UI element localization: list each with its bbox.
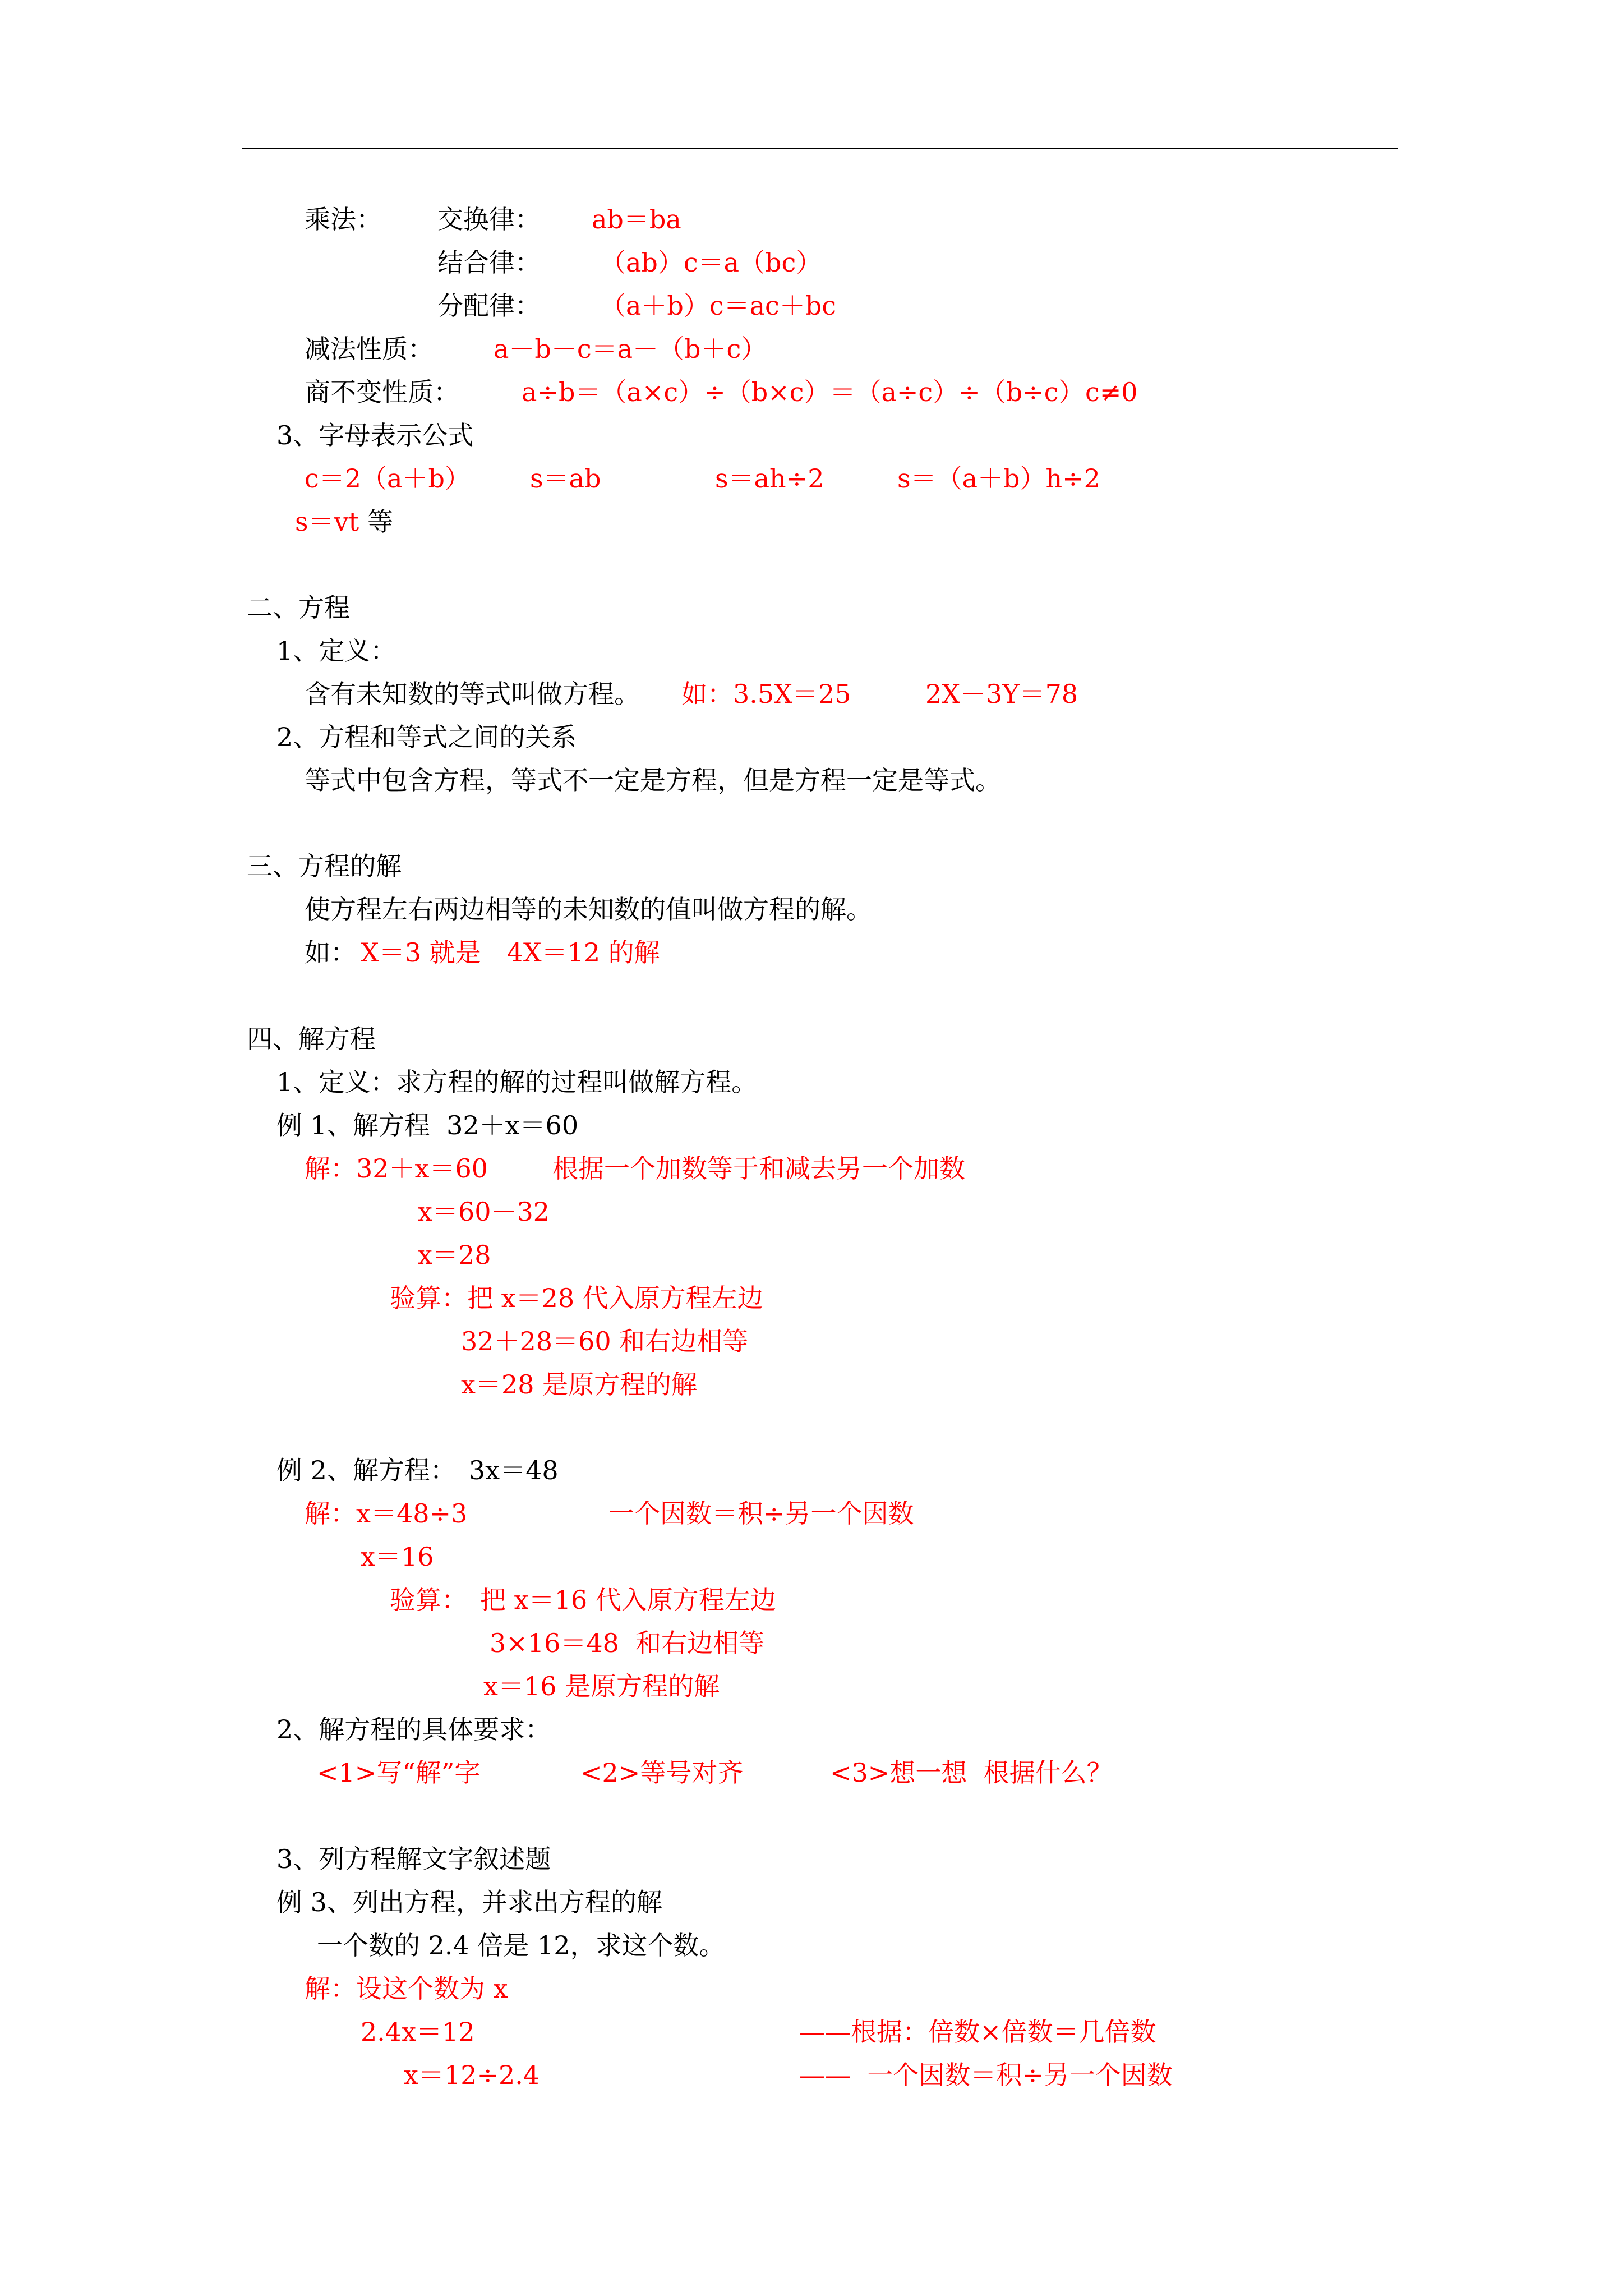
- requirement-2: <2>等号对齐: [580, 1757, 744, 1788]
- definition-text: 含有未知数的等式叫做方程。: [305, 679, 640, 709]
- distributive-label: 分配律：: [437, 291, 541, 321]
- associative-law: （ab）c＝a（bc）: [600, 247, 822, 278]
- formula-perimeter: c＝2（a＋b）: [305, 463, 471, 494]
- associative-label: 结合律：: [437, 247, 541, 278]
- quotient-property: a÷b＝（a×c）÷（b×c）＝（a÷c）÷（b÷c）: [522, 377, 1085, 407]
- example-2-title: 例 2、解方程： 3x＝48: [276, 1455, 559, 1485]
- section-solution-heading: 三、方程的解: [247, 851, 402, 881]
- requirement-1: <1>写“解”字: [317, 1757, 481, 1788]
- definition-example-2: 2X－3Y＝78: [925, 679, 1078, 709]
- quotient-condition: c≠0: [1085, 377, 1138, 407]
- example-1-check-2: 32＋28＝60 和右边相等: [461, 1326, 749, 1356]
- subtraction-property: a－b－c＝a－（b＋c）: [494, 334, 767, 364]
- example-3-title: 例 3、列出方程，并求出方程的解: [276, 1887, 662, 1917]
- subtraction-label: 减法性质：: [305, 334, 434, 364]
- commutative-label: 交换律：: [437, 204, 541, 234]
- example-1-step-2: x＝60－32: [418, 1197, 550, 1227]
- formula-triangle-area: s＝ah÷2: [715, 463, 824, 494]
- commutative-law: ab＝ba: [592, 204, 681, 234]
- example-1-step-1: 解：32＋x＝60: [305, 1153, 488, 1184]
- formula-rect-area: s＝ab: [530, 463, 601, 494]
- example-1-title: 例 1、解方程 32＋x＝60: [276, 1110, 579, 1140]
- example-3-step-3-note: —— 一个因数＝积÷另一个因数: [799, 2060, 1173, 2090]
- example-2-check-2: 3×16＝48 和右边相等: [490, 1628, 765, 1658]
- formula-distance: s＝vt: [295, 507, 359, 537]
- formulas-heading: 3、字母表示公式: [276, 420, 474, 450]
- example-3-problem: 一个数的 2.4 倍是 12，求这个数。: [317, 1930, 725, 1961]
- formula-trapezoid-area: s＝（a＋b）h÷2: [897, 463, 1100, 494]
- example-2-check-3: x＝16 是原方程的解: [483, 1671, 720, 1701]
- solution-example: X＝3 就是 4X＝12 的解: [361, 937, 660, 968]
- header-rule: [242, 148, 1398, 149]
- example-3-step-2-note: ——根据：倍数×倍数＝几倍数: [799, 2017, 1156, 2047]
- word-problem-heading: 3、列方程解文字叙述题: [276, 1844, 551, 1874]
- example-2-step-1: 解：x＝48÷3: [305, 1498, 468, 1529]
- example-3-step-1: 解：设这个数为 x: [305, 1973, 508, 2004]
- example-1-check-1: 验算：把 x＝28 代入原方程左边: [390, 1283, 763, 1313]
- solution-example-prefix: 如：: [305, 937, 356, 968]
- quotient-label: 商不变性质：: [305, 377, 459, 407]
- example-3-step-3: x＝12÷2.4: [404, 2060, 540, 2090]
- definition-example: 如：3.5X＝25: [681, 679, 851, 709]
- example-2-step-2: x＝16: [361, 1542, 434, 1572]
- formula-etc: 等: [367, 507, 393, 537]
- example-2-step-1-note: 一个因数＝积÷另一个因数: [608, 1498, 914, 1529]
- example-1-step-3: x＝28: [418, 1240, 491, 1270]
- relation-heading: 2、方程和等式之间的关系: [276, 722, 577, 752]
- relation-text: 等式中包含方程，等式不一定是方程，但是方程一定是等式。: [305, 765, 1001, 795]
- section-solving-heading: 四、解方程: [247, 1024, 376, 1054]
- definition-heading: 1、定义：: [276, 636, 396, 666]
- requirement-3: <3>想一想 根据什么？: [830, 1757, 1113, 1788]
- example-2-check-1: 验算： 把 x＝16 代入原方程左边: [390, 1585, 776, 1615]
- mult-label: 乘法：: [305, 204, 382, 234]
- requirements-heading: 2、解方程的具体要求：: [276, 1714, 551, 1745]
- solution-definition: 使方程左右两边相等的未知数的值叫做方程的解。: [305, 894, 872, 924]
- example-3-step-2: 2.4x＝12: [361, 2017, 475, 2047]
- distributive-law: （a＋b）c＝ac＋bc: [600, 291, 837, 321]
- example-1-check-3: x＝28 是原方程的解: [461, 1369, 698, 1400]
- example-1-step-1-note: 根据一个加数等于和减去另一个加数: [552, 1153, 965, 1184]
- section-equation-heading: 二、方程: [247, 592, 350, 623]
- solving-definition: 1、定义：求方程的解的过程叫做解方程。: [276, 1067, 758, 1097]
